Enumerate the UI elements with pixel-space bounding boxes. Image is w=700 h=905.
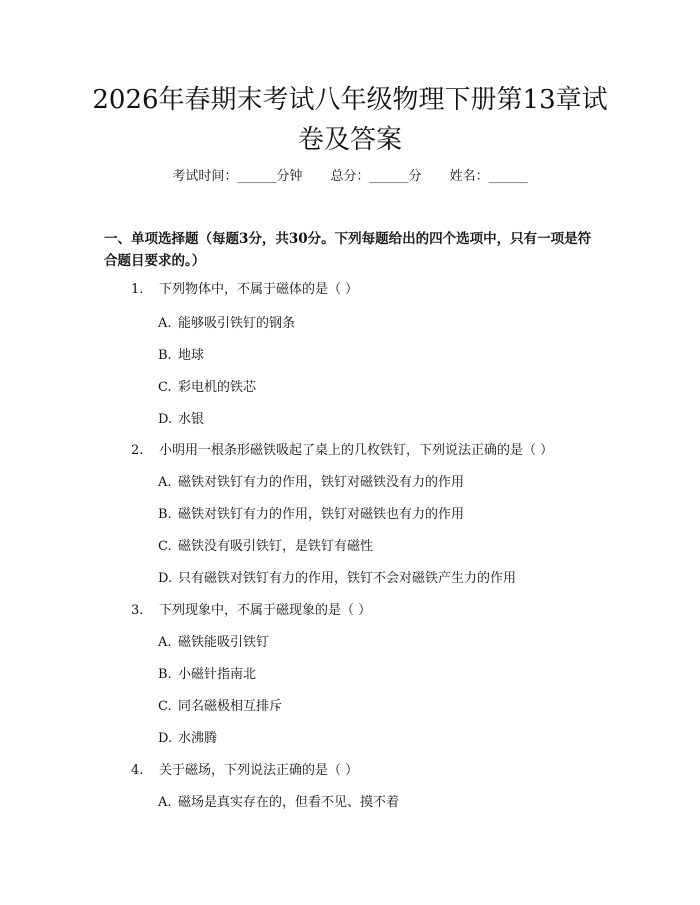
option-1c	[158, 378, 256, 398]
page-title: 2026年春期末考试八年级物理下册第13章试卷及答案	[92, 85, 608, 155]
question-number: 3.	[131, 603, 144, 618]
option-2b	[158, 505, 464, 525]
option-1a	[158, 314, 295, 334]
option-text: 磁铁对铁钉有力的作用，铁钉对磁铁没有力的作用	[178, 475, 465, 490]
option-2c	[158, 537, 373, 557]
option-text: 水银	[178, 412, 205, 427]
option-letter: C.	[158, 380, 172, 395]
exam-info-line	[0, 166, 700, 188]
option-text: 能够吸引铁钉的钢条	[178, 316, 296, 331]
question-text: 关于磁场，下列说法正确的是（ ）	[159, 763, 359, 778]
option-text: 磁场是真实存在的，但看不见、摸不着	[178, 795, 400, 810]
option-text: 磁铁对铁钉有力的作用，铁钉对磁铁也有力的作用	[178, 507, 465, 522]
question-1	[131, 280, 358, 300]
option-3b	[158, 665, 256, 685]
option-letter: B.	[158, 507, 172, 522]
question-text: 下列物体中，不属于磁体的是（ ）	[159, 282, 359, 297]
question-number: 4.	[131, 763, 144, 778]
question-text: 下列现象中，不属于磁现象的是（ ）	[159, 603, 372, 618]
option-2a	[158, 473, 464, 493]
student-name-field: 姓名：______	[449, 169, 528, 184]
option-text: 地球	[178, 348, 205, 363]
option-text: 水沸腾	[178, 731, 218, 746]
option-letter: A.	[158, 635, 172, 650]
option-1b	[158, 346, 204, 366]
option-3d	[158, 729, 217, 749]
option-text: 磁铁没有吸引铁钉，是铁钉有磁性	[178, 539, 374, 554]
question-2	[131, 441, 553, 461]
option-letter: B.	[158, 348, 172, 363]
option-text: 彩电机的铁芯	[178, 380, 257, 395]
option-3a	[158, 633, 269, 653]
option-letter: A.	[158, 795, 172, 810]
question-number: 2.	[131, 443, 144, 458]
option-letter: A.	[158, 316, 172, 331]
option-2d	[158, 569, 516, 589]
option-text: 磁铁能吸引铁钉	[178, 635, 270, 650]
option-letter: D.	[158, 571, 173, 586]
option-letter: D.	[158, 731, 173, 746]
question-4	[131, 761, 358, 781]
question-number: 1.	[131, 282, 144, 297]
option-1d	[158, 410, 204, 430]
option-3c	[158, 697, 282, 717]
option-letter: C.	[158, 699, 172, 714]
section-heading: 一、单项选择题（每题3分，共30分。下列每题给出的四个选项中，只有一项是符合题目要求的。）	[104, 231, 592, 269]
question-text: 小明用一根条形磁铁吸起了桌上的几枚铁钉，下列说法正确的是（ ）	[159, 443, 554, 458]
exam-time-field: 考试时间：______分钟	[172, 169, 303, 184]
option-letter: B.	[158, 667, 172, 682]
option-text: 小磁针指南北	[178, 667, 257, 682]
option-letter: C.	[158, 539, 172, 554]
total-score-field: 总分：______分	[330, 169, 422, 184]
option-4a	[158, 793, 399, 813]
question-3	[131, 601, 371, 621]
option-letter: A.	[158, 475, 172, 490]
option-text: 只有磁铁对铁钉有力的作用，铁钉不会对磁铁产生力的作用	[178, 571, 517, 586]
option-text: 同名磁极相互排斥	[178, 699, 283, 714]
option-letter: D.	[158, 412, 173, 427]
